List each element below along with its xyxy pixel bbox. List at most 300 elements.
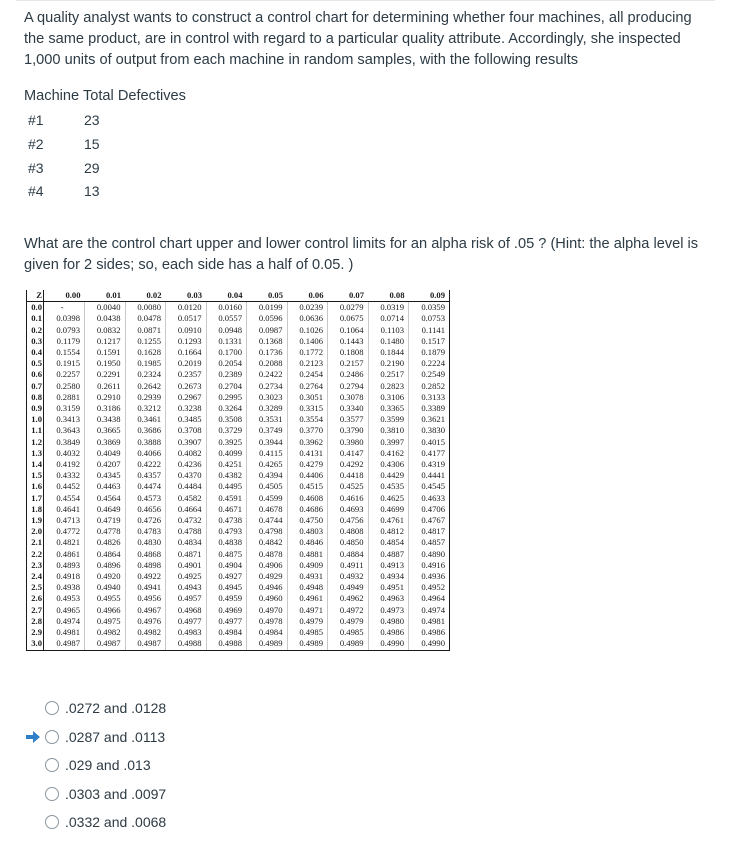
z-table-cell: 0.4927 [206, 571, 247, 582]
z-value: 0.3 [27, 336, 44, 347]
z-table-cell: 0.4099 [206, 448, 247, 459]
z-table-cell: 0.4251 [206, 459, 247, 470]
z-table-cell: 0.4625 [368, 493, 409, 504]
z-table-cell: 0.4893 [44, 560, 85, 571]
z-value: 1.1 [27, 425, 44, 436]
z-table-cell: 0.4938 [44, 582, 85, 593]
z-table-cell: 0.4591 [206, 493, 247, 504]
z-table-cell: 0.4911 [328, 560, 369, 571]
z-table-row [27, 325, 450, 336]
z-table-cell: 0.4147 [328, 448, 369, 459]
z-table-cell: 0.3365 [368, 403, 409, 414]
z-table-cell: 0.4987 [85, 638, 126, 650]
z-table-cell: 0.2190 [368, 358, 409, 369]
z-table-cell: 0.2852 [409, 381, 450, 392]
z-value: 1.7 [27, 493, 44, 504]
z-table-cell: 0.3264 [206, 403, 247, 414]
z-table-cell: 0.2422 [247, 369, 288, 380]
z-table-cell: 0.3159 [44, 403, 85, 414]
z-table-cell: 0.2995 [206, 392, 247, 403]
z-table-cell: 0.4778 [85, 526, 126, 537]
z-table-cell: 0.4767 [409, 515, 450, 526]
z-table-cell: 0.4898 [125, 560, 166, 571]
z-table-row [27, 493, 450, 504]
z-table-cell: 0.3925 [206, 437, 247, 448]
z-table-row [27, 582, 450, 593]
z-table-cell: 0.0517 [166, 313, 207, 324]
z-table-cell: 0.4452 [44, 481, 85, 492]
z-table-cell: 0.3729 [206, 425, 247, 436]
z-table-cell: 0.4887 [368, 549, 409, 560]
z-table-cell: 0.4798 [247, 526, 288, 537]
z-table-cell: 0.1591 [85, 347, 126, 358]
z-value: 1.8 [27, 504, 44, 515]
z-table-cell: 0.3888 [125, 437, 166, 448]
z-table-cell: 0.3599 [368, 414, 409, 425]
z-table-column-header: 0.01 [85, 290, 126, 302]
z-table-cell: 0.4082 [166, 448, 207, 459]
z-table-cell: 0.4756 [328, 515, 369, 526]
z-table-cell: 0.4990 [368, 638, 409, 650]
z-table-cell: 0.3212 [125, 403, 166, 414]
radio-button[interactable] [45, 730, 59, 744]
z-table-cell: 0.4564 [85, 493, 126, 504]
z-table-cell: 0.3023 [247, 392, 288, 403]
z-table-cell: 0.2549 [409, 369, 450, 380]
z-table-cell: 0.4656 [125, 504, 166, 515]
z-table-cell: 0.4980 [368, 616, 409, 627]
z-table-cell: 0.3869 [85, 437, 126, 448]
z-table-column-header: 0.06 [287, 290, 328, 302]
z-table-cell: 0.0080 [125, 302, 166, 314]
z-value: 2.3 [27, 560, 44, 571]
z-table-row [27, 481, 450, 492]
z-table-row [27, 313, 450, 324]
z-table-cell: 0.3106 [368, 392, 409, 403]
z-table-cell: 0.0832 [85, 325, 126, 336]
z-table-column-header: 0.03 [166, 290, 207, 302]
z-table-row [27, 537, 450, 548]
z-table-row [27, 336, 450, 347]
z-table-cell: 0.2291 [85, 369, 126, 380]
z-table-cell: 0.2123 [287, 358, 328, 369]
z-table-cell: 0.4719 [85, 515, 126, 526]
z-value: 0.7 [27, 381, 44, 392]
z-table-row [27, 448, 450, 459]
z-table-cell: 0.4319 [409, 459, 450, 470]
z-table-cell: 0.2580 [44, 381, 85, 392]
z-table-cell: 0.4821 [44, 537, 85, 548]
z-table-cell: 0.4881 [287, 549, 328, 560]
machine-defectives: 13 [84, 183, 100, 199]
z-table-cell: 0.3962 [287, 437, 328, 448]
z-table-cell: 0.2517 [368, 369, 409, 380]
z-table-cell: 0.4967 [125, 605, 166, 616]
z-table-cell: 0.4918 [44, 571, 85, 582]
machine-id: #3 [28, 160, 44, 176]
z-table-cell: 0.3078 [328, 392, 369, 403]
z-table-cell: 0.1480 [368, 336, 409, 347]
z-table-cell: 0.4961 [287, 593, 328, 604]
z-table-cell: 0.3790 [328, 425, 369, 436]
z-table-cell: 0.4985 [287, 627, 328, 638]
z-table-cell: 0.4952 [409, 582, 450, 593]
z-table-cell: 0.4878 [247, 549, 288, 560]
z-table-cell: 0.4744 [247, 515, 288, 526]
z-table-cell: 0.4955 [85, 593, 126, 604]
z-table-cell: 0.4713 [44, 515, 85, 526]
z-table-cell: 0.2794 [328, 381, 369, 392]
z-table-cell: 0.4788 [166, 526, 207, 537]
z-table-corner: Z [27, 290, 44, 302]
z-value: 0.8 [27, 392, 44, 403]
z-table-cell: 0.4977 [166, 616, 207, 627]
z-table-cell: 0.2734 [247, 381, 288, 392]
z-table-cell: 0.3238 [166, 403, 207, 414]
z-table-cell: 0.1064 [328, 325, 369, 336]
z-table-cell: 0.2088 [247, 358, 288, 369]
z-table-cell: 0.4015 [409, 437, 450, 448]
z-table-cell: 0.4972 [328, 605, 369, 616]
z-table-cell: 0.4664 [166, 504, 207, 515]
z-table-cell: 0.1808 [328, 347, 369, 358]
z-table-cell: 0.4974 [44, 616, 85, 627]
z-value: 0.2 [27, 325, 44, 336]
z-table-row [27, 381, 450, 392]
z-table-cell: 0.4871 [166, 549, 207, 560]
machine-table-header: Machine Total Defectives [24, 88, 186, 104]
z-table-cell: 0.2611 [85, 381, 126, 392]
z-table-cell: 0.0948 [206, 325, 247, 336]
answer-option[interactable] [45, 694, 166, 723]
z-table-cell: 0.1844 [368, 347, 409, 358]
z-table-cell: 0.1368 [247, 336, 288, 347]
z-value: 0.4 [27, 347, 44, 358]
z-table-cell: 0.4949 [328, 582, 369, 593]
z-table-cell: 0.4890 [409, 549, 450, 560]
z-table-row [27, 560, 450, 571]
z-table-cell: 0.4969 [206, 605, 247, 616]
z-table-column-header: 0.08 [368, 290, 409, 302]
z-value: 2.0 [27, 526, 44, 537]
z-table-cell: 0.1554 [44, 347, 85, 358]
z-table-cell: 0.2881 [44, 392, 85, 403]
z-table-cell: 0.4987 [125, 638, 166, 650]
z-table-cell: 0.4864 [85, 549, 126, 560]
z-table-cell: 0.4162 [368, 448, 409, 459]
z-table-cell: 0.4976 [125, 616, 166, 627]
z-table-cell: 0.2257 [44, 369, 85, 380]
answer-option[interactable] [45, 751, 166, 780]
z-table-cell: 0.2224 [409, 358, 450, 369]
z-table-cell: 0.4750 [287, 515, 328, 526]
z-table-cell: 0.3621 [409, 414, 450, 425]
z-table-cell: 0.0793 [44, 325, 85, 336]
z-table-cell: 0.4968 [166, 605, 207, 616]
machine-defectives: 29 [84, 160, 100, 176]
z-table-cell: 0.3907 [166, 437, 207, 448]
z-table-cell: 0.3643 [44, 425, 85, 436]
z-table-cell: 0.4987 [44, 638, 85, 650]
z-table-cell: 0.3577 [328, 414, 369, 425]
question-intro: A quality analyst wants to construct a control chart for determining whether four machines, all producing the same product, are in control with regard to a particular quality attribute. Accordingly, she inspected 1,000 units of output from each machine in random samples, with the following results [24, 10, 692, 68]
z-table-cell: 0.3686 [125, 425, 166, 436]
z-table-cell: 0.4332 [44, 470, 85, 481]
z-table-cell: 0.0199 [247, 302, 288, 314]
z-table-row [27, 459, 450, 470]
z-table-cell: 0.4850 [328, 537, 369, 548]
z-table-cell: 0.3485 [166, 414, 207, 425]
z-table-cell: 0.0753 [409, 313, 450, 324]
machine-defectives: 15 [84, 136, 100, 152]
z-table-cell: 0.4986 [409, 627, 450, 638]
z-table-cell: 0.4960 [247, 593, 288, 604]
z-table-cell: 0.1772 [287, 347, 328, 358]
z-table-cell: 0.4738 [206, 515, 247, 526]
z-table-cell: 0.4946 [247, 582, 288, 593]
z-table-cell: 0.4803 [287, 526, 328, 537]
answer-option[interactable] [45, 808, 166, 837]
z-table-cell: 0.4641 [44, 504, 85, 515]
z-table-cell: 0.4032 [44, 448, 85, 459]
z-table-cell: 0.4573 [125, 493, 166, 504]
z-table-cell: 0.3997 [368, 437, 409, 448]
z-table-cell: 0.4940 [85, 582, 126, 593]
z-table-cell: 0.2939 [125, 392, 166, 403]
z-table-cell: 0.1406 [287, 336, 328, 347]
z-table-cell: 0.1443 [328, 336, 369, 347]
z-table-cell: 0.1915 [44, 358, 85, 369]
z-table-cell: 0.4988 [206, 638, 247, 650]
z-table-cell: 0.4868 [125, 549, 166, 560]
z-table-cell: 0.4982 [85, 627, 126, 638]
z-value: 2.1 [27, 537, 44, 548]
z-table-cell: 0.4608 [287, 493, 328, 504]
z-table-row [27, 571, 450, 582]
z-table-cell: 0.4884 [328, 549, 369, 560]
z-value: 1.2 [27, 437, 44, 448]
z-table-cell: 0.4131 [287, 448, 328, 459]
z-table-cell: 0.4582 [166, 493, 207, 504]
z-table-cell: 0.3133 [409, 392, 450, 403]
z-table-cell: 0.3051 [287, 392, 328, 403]
z-table-column-header: 0.02 [125, 290, 166, 302]
z-table-cell: 0.1331 [206, 336, 247, 347]
z-table-cell: 0.4808 [328, 526, 369, 537]
z-table-cell: 0.4761 [368, 515, 409, 526]
z-table-cell: 0.4732 [166, 515, 207, 526]
z-value: 1.5 [27, 470, 44, 481]
z-table-cell: 0.0319 [368, 302, 409, 314]
z-table-cell: 0.4222 [125, 459, 166, 470]
answer-option-label: .0287 and .0113 [65, 728, 166, 745]
z-table-cell: 0.4484 [166, 481, 207, 492]
z-value: 3.0 [27, 638, 44, 650]
z-table-cell: 0.4429 [368, 470, 409, 481]
z-table-cell: 0.0359 [409, 302, 450, 314]
z-table-cell: 0.4525 [328, 481, 369, 492]
z-table-cell: 0.4292 [328, 459, 369, 470]
z-table-cell: 0.0871 [125, 325, 166, 336]
z-value: 2.7 [27, 605, 44, 616]
z-value: 1.0 [27, 414, 44, 425]
z-table-cell: 0.3315 [287, 403, 328, 414]
z-table-row [27, 437, 450, 448]
z-table-cell: 0.4951 [368, 582, 409, 593]
top-divider [16, 0, 715, 1]
z-table-header-row [27, 290, 450, 302]
z-table-cell: 0.4515 [287, 481, 328, 492]
z-table-cell: 0.4207 [85, 459, 126, 470]
z-table-cell: 0.4834 [166, 537, 207, 548]
z-table-row [27, 549, 450, 560]
machine-defectives: 23 [84, 112, 100, 128]
z-table-cell: 0.4989 [247, 638, 288, 650]
z-table-cell: 0.4941 [125, 582, 166, 593]
z-table-row [27, 425, 450, 436]
radio-button[interactable] [45, 815, 59, 829]
z-table-cell: 0.4922 [125, 571, 166, 582]
z-table-cell: 0.4812 [368, 526, 409, 537]
z-table-cell: 0.3980 [328, 437, 369, 448]
z-table-cell: 0.1628 [125, 347, 166, 358]
z-table-cell: 0.4945 [206, 582, 247, 593]
z-table-cell: 0.4985 [328, 627, 369, 638]
z-table-cell: 0.4616 [328, 493, 369, 504]
z-table-cell: 0.4846 [287, 537, 328, 548]
z-table-cell: 0.0120 [166, 302, 207, 314]
z-table-row [27, 470, 450, 481]
radio-button[interactable] [45, 787, 59, 801]
question-prompt: What are the control chart upper and lower control limits for an alpha risk of .05 ? (Hint: the alpha level is given for 2 sides; so, each side has a half of 0.05. ) [24, 236, 699, 273]
z-table-cell: 0.4857 [409, 537, 450, 548]
radio-button[interactable] [45, 701, 59, 715]
z-table-cell: 0.4793 [206, 526, 247, 537]
z-table-cell: 0.0987 [247, 325, 288, 336]
z-table-cell: 0.4984 [247, 627, 288, 638]
z-table-row [27, 616, 450, 627]
z-table-cell: 0.4909 [287, 560, 328, 571]
z-table-cell: 0.4535 [368, 481, 409, 492]
z-table-cell: 0.2357 [166, 369, 207, 380]
machine-id: #1 [28, 112, 44, 128]
z-table-cell: 0.4953 [44, 593, 85, 604]
z-table-cell: 0.4896 [85, 560, 126, 571]
z-table-cell: 0.1179 [44, 336, 85, 347]
z-table-cell: 0.3531 [247, 414, 288, 425]
z-table-cell: 0.1879 [409, 347, 450, 358]
z-table-cell: 0.4830 [125, 537, 166, 548]
z-table [26, 290, 450, 651]
z-table-row [27, 369, 450, 380]
z-table-cell: 0.1103 [368, 325, 409, 336]
z-table-cell: 0.4678 [247, 504, 288, 515]
z-table-cell: 0.1217 [85, 336, 126, 347]
z-table-cell: 0.0714 [368, 313, 409, 324]
z-table-cell: 0.1700 [206, 347, 247, 358]
z-table-row [27, 627, 450, 638]
z-table-cell: 0.4599 [247, 493, 288, 504]
z-value: 2.2 [27, 549, 44, 560]
z-table-cell: 0.4979 [287, 616, 328, 627]
z-table-cell: 0.0438 [85, 313, 126, 324]
z-table-cell: 0.2454 [287, 369, 328, 380]
z-table-cell: 0.3810 [368, 425, 409, 436]
z-table-cell: 0.2823 [368, 381, 409, 392]
machine-id: #4 [28, 183, 44, 199]
z-table-cell: 0.4901 [166, 560, 207, 571]
z-table-cell: 0.4406 [287, 470, 328, 481]
z-table-cell: 0.4192 [44, 459, 85, 470]
z-table-cell: 0.4463 [85, 481, 126, 492]
z-table-cell: 0.3665 [85, 425, 126, 436]
z-table-cell: 0.3340 [328, 403, 369, 414]
z-table-cell: 0.4306 [368, 459, 409, 470]
z-table-cell: 0.3554 [287, 414, 328, 425]
z-table-row [27, 347, 450, 358]
answer-option[interactable] [45, 780, 166, 809]
z-table-cell: 0.4964 [409, 593, 450, 604]
z-table-cell: 0.3289 [247, 403, 288, 414]
z-table-cell: 0.2486 [328, 369, 369, 380]
z-table-cell: 0.4049 [85, 448, 126, 459]
z-table-cell: 0.2389 [206, 369, 247, 380]
z-table-column-header: 0.00 [44, 290, 85, 302]
z-table-row [27, 392, 450, 403]
radio-button[interactable] [45, 758, 59, 772]
z-table-cell: 0.4966 [85, 605, 126, 616]
z-table-cell: 0.2054 [206, 358, 247, 369]
z-table-cell: 0.4177 [409, 448, 450, 459]
z-value: 2.9 [27, 627, 44, 638]
z-table-cell: 0.1664 [166, 347, 207, 358]
z-table-cell: 0.4817 [409, 526, 450, 537]
z-table-cell: 0.4236 [166, 459, 207, 470]
z-table-cell: 0.4989 [328, 638, 369, 650]
z-table-cell: 0.4970 [247, 605, 288, 616]
z-table-cell: 0.3413 [44, 414, 85, 425]
z-table-cell: 0.4505 [247, 481, 288, 492]
z-table-cell: 0.4265 [247, 459, 288, 470]
z-table-cell: 0.1141 [409, 325, 450, 336]
answer-option-label: .0272 and .0128 [65, 700, 167, 717]
z-table-cell: 0.4913 [368, 560, 409, 571]
machine-id: #2 [28, 136, 44, 152]
z-table-cell: 0.0910 [166, 325, 207, 336]
z-table-cell: 0.4965 [44, 605, 85, 616]
z-table-row [27, 638, 450, 650]
z-table-cell: 0.2764 [287, 381, 328, 392]
selected-answer-arrow-icon [26, 731, 40, 743]
z-table-cell: 0.4990 [409, 638, 450, 650]
z-table-cell: 0.4920 [85, 571, 126, 582]
z-value: 1.4 [27, 459, 44, 470]
z-table-cell: 0.1517 [409, 336, 450, 347]
z-table-cell: 0.3749 [247, 425, 288, 436]
z-table-row [27, 414, 450, 425]
z-value: 0.5 [27, 358, 44, 369]
z-table-cell: 0.1985 [125, 358, 166, 369]
z-table-cell: 0.2673 [166, 381, 207, 392]
z-table-cell: 0.4826 [85, 537, 126, 548]
z-table-cell: 0.4904 [206, 560, 247, 571]
z-table-cell: 0.4979 [328, 616, 369, 627]
answer-option[interactable] [45, 723, 166, 752]
z-table-cell: 0.4066 [125, 448, 166, 459]
z-value: 2.8 [27, 616, 44, 627]
z-table-column-header: 0.09 [409, 290, 450, 302]
z-value: 2.5 [27, 582, 44, 593]
